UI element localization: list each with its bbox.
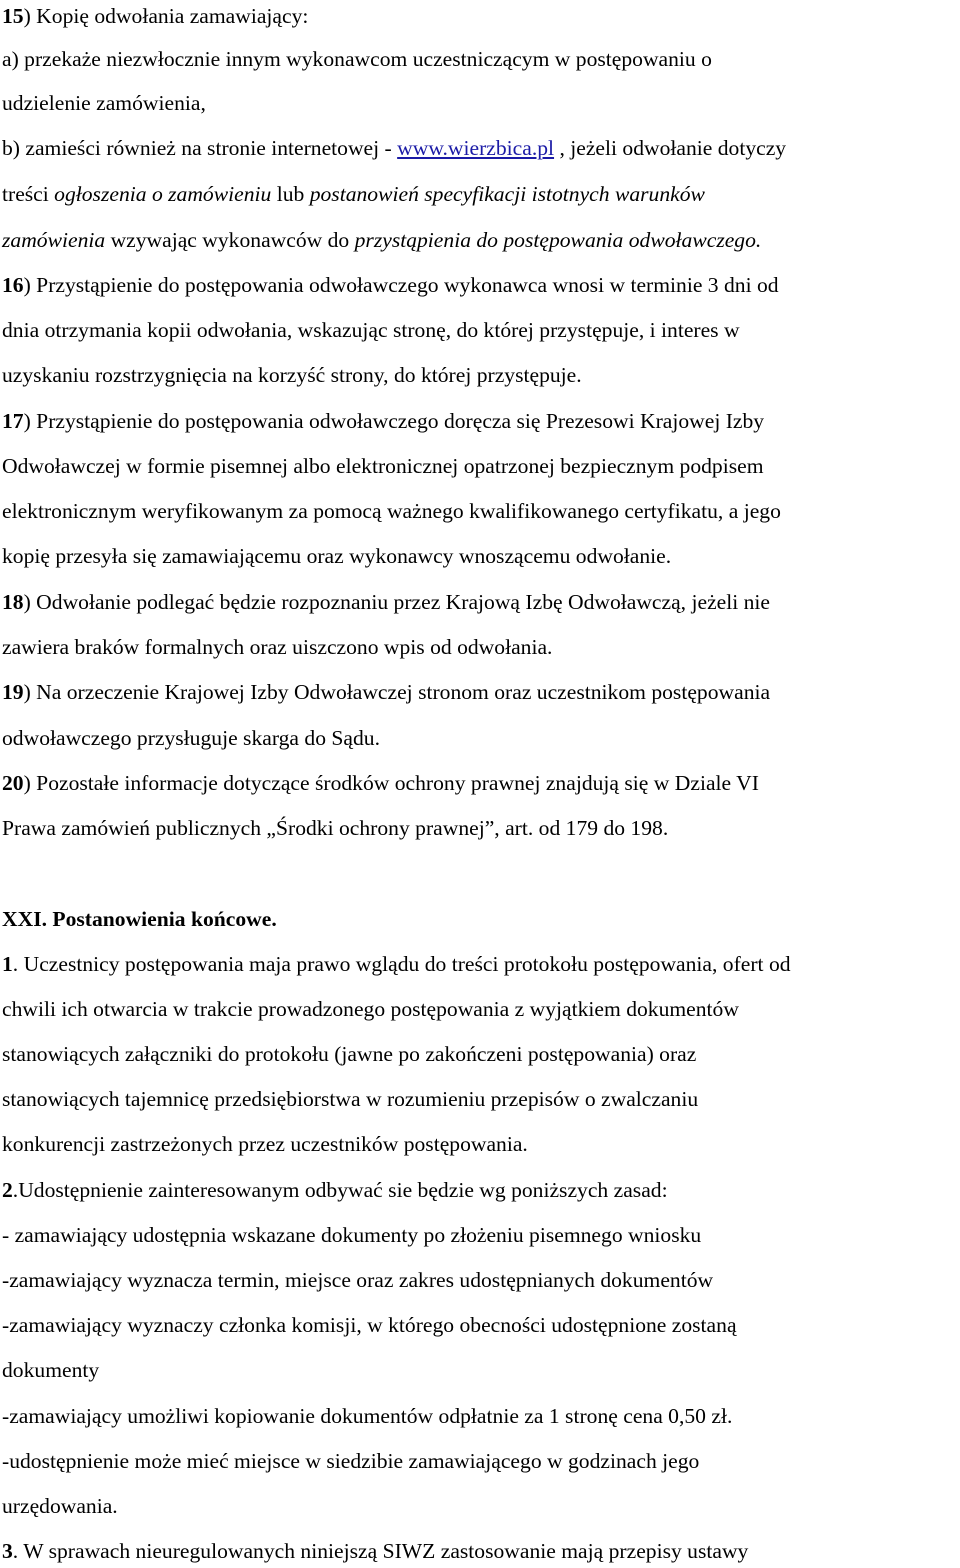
section-20-line: Prawa zamówień publicznych „Środki ochrony prawnej”, art. od 179 do 198.	[2, 816, 669, 840]
section-17-line: 17) Przystąpienie do postępowania odwoławczego doręcza się Prezesowi Krajowej Izby	[2, 409, 765, 433]
item-number: 19	[2, 680, 24, 704]
paragraph-2-line: -zamawiający wyznaczy członka komisji, w którego obecności udostępnione zostaną	[2, 1313, 737, 1337]
paragraph-2-line: dokumenty	[2, 1358, 100, 1382]
section-19-line: odwoławczego przysługuje skarga do Sądu.	[2, 726, 380, 750]
paragraph-2-line: -zamawiający wyznacza termin, miejsce oraz zakres udostępnianych dokumentów	[2, 1268, 714, 1292]
section-17-line: Odwoławczej w formie pisemnej albo elektronicznej opatrzonej bezpiecznym podpisem	[2, 454, 764, 478]
section-17-line: kopię przesyła się zamawiającemu oraz wykonawcy wnoszącemu odwołanie.	[2, 544, 672, 568]
paragraph-2-line: 2.Udostępnienie zainteresowanym odbywać sie będzie wg poniższych zasad:	[2, 1178, 668, 1202]
item-number: 18	[2, 590, 24, 614]
paragraph-1-line: stanowiących tajemnicę przedsiębiorstwa w rozumieniu przepisów o zwalczaniu	[2, 1087, 699, 1111]
paragraph-1-line: konkurencji zastrzeżonych przez uczestników postępowania.	[2, 1132, 528, 1156]
section-15-line: b) zamieści również na stronie internetowej - www.wierzbica.pl , jeżeli odwołanie dotyczy	[2, 136, 787, 160]
item-number: 3	[2, 1539, 13, 1563]
section-19-line: 19) Na orzeczenie Krajowej Izby Odwoławczej stronom oraz uczestnikom postępowania	[2, 680, 771, 704]
paragraph-2-line: urzędowania.	[2, 1494, 118, 1518]
paragraph-3-line: 3. W sprawach nieuregulowanych niniejszą SIWZ zastosowanie mają przepisy ustawy	[2, 1539, 749, 1563]
paragraph-1-line: 1. Uczestnicy postępowania maja prawo wglądu do treści protokołu postępowania, ofert od	[2, 952, 791, 976]
section-17-line: elektronicznym weryfikowanym za pomocą ważnego kwalifikowanego certyfikatu, a jego	[2, 499, 781, 523]
item-number: 17	[2, 409, 24, 433]
paragraph-1-line: chwili ich otwarcia w trakcie prowadzonego postępowania z wyjątkiem dokumentów	[2, 997, 739, 1021]
paragraph-2-line: -zamawiający umożliwi kopiowanie dokumentów odpłatnie za 1 stronę cena 0,50 zł.	[2, 1404, 733, 1428]
section-18-line: 18) Odwołanie podlegać będzie rozpoznaniu przez Krajową Izbę Odwoławczą, jeżeli nie	[2, 590, 771, 614]
section-15-line: a) przekaże niezwłocznie innym wykonawcom uczestniczącym w postępowaniu o	[2, 47, 712, 71]
section-heading: XXI. Postanowienia końcowe.	[2, 907, 277, 931]
website-link[interactable]: www.wierzbica.pl	[397, 136, 555, 160]
section-15-heading: 15) Kopię odwołania zamawiający:	[2, 4, 309, 28]
section-16-line: 16) Przystąpienie do postępowania odwoławczego wykonawca wnosi w terminie 3 dni od	[2, 273, 779, 297]
paragraph-2-line: -udostępnienie może mieć miejsce w siedzibie zamawiającego w godzinach jego	[2, 1449, 700, 1473]
item-number: 20	[2, 771, 24, 795]
item-number: 16	[2, 273, 24, 297]
item-number: 1	[2, 952, 13, 976]
section-16-line: dnia otrzymania kopii odwołania, wskazując stronę, do której przystępuje, i interes w	[2, 318, 740, 342]
section-20-line: 20) Pozostałe informacje dotyczące środków ochrony prawnej znajdują się w Dziale VI	[2, 771, 759, 795]
section-18-line: zawiera braków formalnych oraz uiszczono wpis od odwołania.	[2, 635, 553, 659]
section-15-line: treści ogłoszenia o zamówieniu lub postanowień specyfikacji istotnych warunków	[2, 182, 705, 206]
item-number: 15	[2, 4, 24, 28]
section-15-line: udzielenie zamówienia,	[2, 91, 206, 115]
section-16-line: uzyskaniu rozstrzygnięcia na korzyść strony, do której przystępuje.	[2, 363, 582, 387]
section-15-line: zamówienia wzywając wykonawców do przystąpienia do postępowania odwoławczego.	[2, 228, 762, 252]
paragraph-2-line: - zamawiający udostępnia wskazane dokumenty po złożeniu pisemnego wniosku	[2, 1223, 702, 1247]
item-number: 2	[2, 1178, 13, 1202]
paragraph-1-line: stanowiących załączniki do protokołu (jawne po zakończeni postępowania) oraz	[2, 1042, 697, 1066]
